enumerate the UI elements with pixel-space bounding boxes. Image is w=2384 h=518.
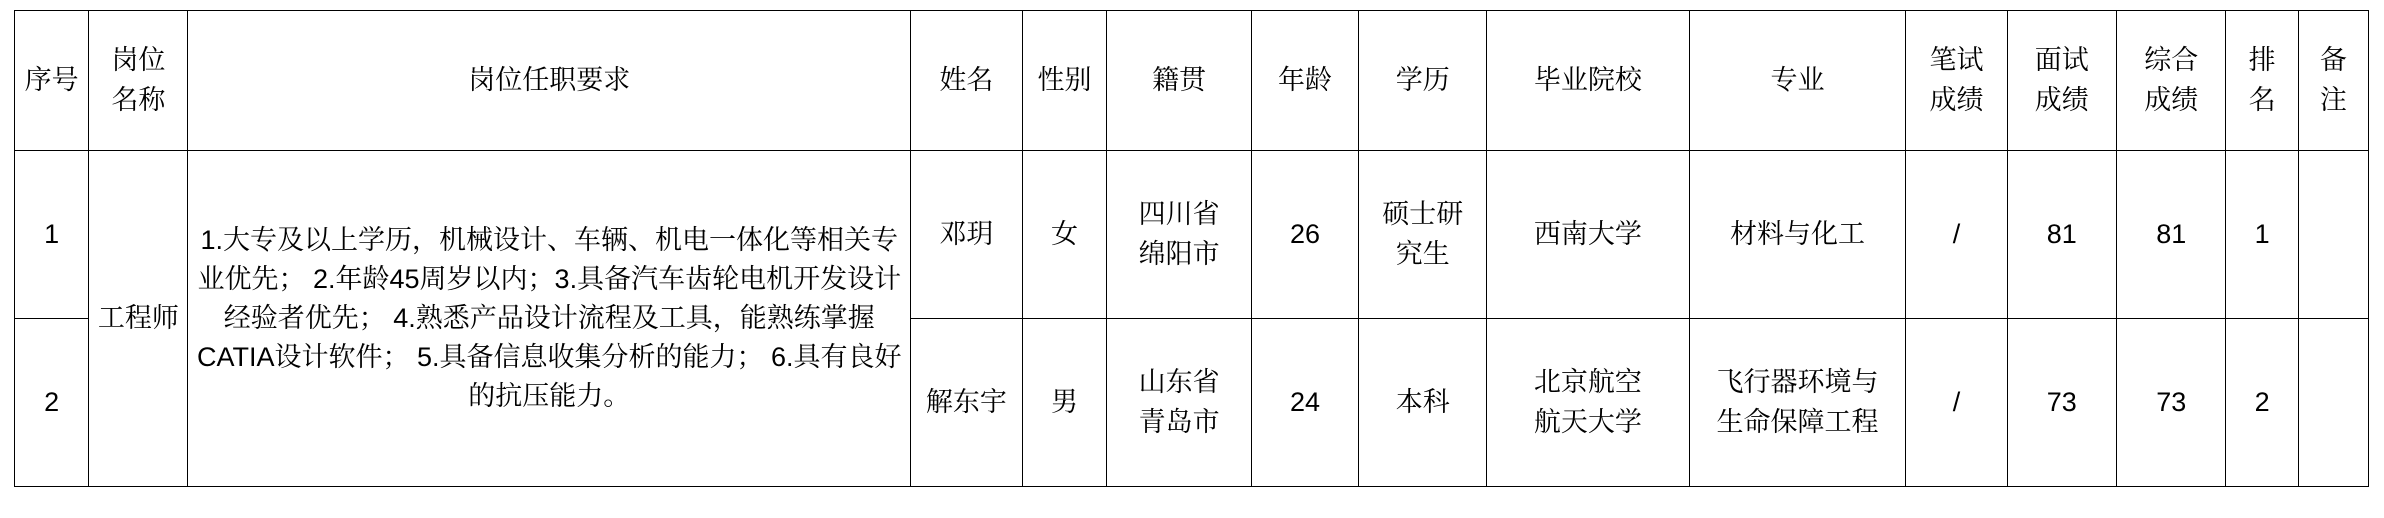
header-school-line-1: 毕业院校 [1533,64,1642,95]
header-interview-line-1: 面试 [2034,45,2089,76]
table-body [15,151,2369,487]
cell-school-line-1: 西南大学 [1533,218,1642,249]
cell-rank: 2 [2226,319,2298,487]
cell-origin-line-1: 山东省 [1138,367,1220,398]
header-cell-school [1487,11,1689,151]
cell-interview-score: 81 [2007,151,2116,319]
cell-school-line-2: 航天大学 [1533,406,1642,437]
header-cell-age [1251,11,1358,151]
cell-remark [2298,319,2368,487]
header-cell-requirements [188,11,911,151]
cell-written-score: / [1906,151,2007,319]
header-rank-line-1: 排 [2248,45,2276,76]
header-row [15,11,2369,151]
header-cell-seq [15,11,89,151]
table-header [15,11,2369,151]
header-gender-line-1: 性别 [1037,64,1092,95]
cell-education-line-2: 究生 [1395,238,1450,269]
cell-rank: 1 [2226,151,2298,319]
header-post-line-2: 名称 [111,84,166,115]
cell-name: 解东宇 [911,319,1023,487]
cell-origin [1107,151,1252,319]
header-post-line-1: 岗位 [111,45,166,76]
cell-school [1487,151,1689,319]
header-cell-post [89,11,188,151]
header-cell-interview-score [2007,11,2116,151]
cell-age: 26 [1251,151,1358,319]
header-remark-line-2: 注 [2319,84,2347,115]
cell-education [1359,151,1487,319]
cell-seq: 1 [15,151,89,319]
cell-major-line-1: 材料与化工 [1730,218,1865,249]
cell-major-line-1: 飞行器环境与 [1716,367,1879,398]
cell-total-score: 81 [2117,151,2226,319]
header-major-line-1: 专业 [1770,64,1825,95]
cell-education-line-1: 本科 [1395,386,1450,417]
cell-name: 邓玥 [911,151,1023,319]
cell-origin-line-1: 四川省 [1138,199,1220,230]
cell-requirements: 1.大专及以上学历，机械设计、车辆、机电一体化等相关专业优先； 2.年龄45周岁以内；3.具备汽车齿轮电机开发设计经验者优先； 4.熟悉产品设计流程及工具，能熟练掌握CATIA设计软件； 5.具备信息收集分析的能力； 6.具有良好的抗压能力。 [188,151,911,487]
cell-gender: 女 [1022,151,1107,319]
header-cell-remark [2298,11,2368,151]
cell-written-score: / [1906,319,2007,487]
cell-post-name: 工程师 [89,151,188,487]
header-name-line-1: 姓名 [939,64,994,95]
cell-gender: 男 [1022,319,1107,487]
cell-interview-score: 73 [2007,319,2116,487]
cell-total-score: 73 [2117,319,2226,487]
header-cell-education [1359,11,1487,151]
cell-education-line-1: 硕士研 [1382,199,1464,230]
header-cell-origin [1107,11,1252,151]
header-total-line-1: 综合 [2144,45,2199,76]
header-written-line-1: 笔试 [1929,45,1984,76]
header-rank-line-2: 名 [2248,84,2276,115]
cell-education [1359,319,1487,487]
header-origin-line-1: 籍贯 [1152,64,1207,95]
cell-seq: 2 [15,319,89,487]
header-cell-name [911,11,1023,151]
header-total-line-2: 成绩 [2144,84,2199,115]
cell-remark [2298,151,2368,319]
header-written-line-2: 成绩 [1929,84,1984,115]
header-cell-total-score [2117,11,2226,151]
header-seq-line-1: 序号 [24,64,79,95]
cell-school [1487,319,1689,487]
header-cell-written-score [1906,11,2007,151]
cell-origin [1107,319,1252,487]
candidate-results-table [14,10,2369,487]
cell-major [1689,151,1906,319]
cell-major-line-2: 生命保障工程 [1716,406,1879,437]
header-cell-rank [2226,11,2298,151]
header-age-line-1: 年龄 [1278,64,1333,95]
header-requirements-line-1: 岗位任职要求 [468,64,631,95]
cell-origin-line-2: 青岛市 [1138,406,1220,437]
cell-major [1689,319,1906,487]
table-row [15,151,2369,319]
header-cell-gender [1022,11,1107,151]
header-cell-major [1689,11,1906,151]
header-remark-line-1: 备 [2319,45,2347,76]
cell-origin-line-2: 绵阳市 [1138,238,1220,269]
cell-age: 24 [1251,319,1358,487]
header-education-line-1: 学历 [1395,64,1450,95]
header-interview-line-2: 成绩 [2034,84,2089,115]
cell-school-line-1: 北京航空 [1533,367,1642,398]
